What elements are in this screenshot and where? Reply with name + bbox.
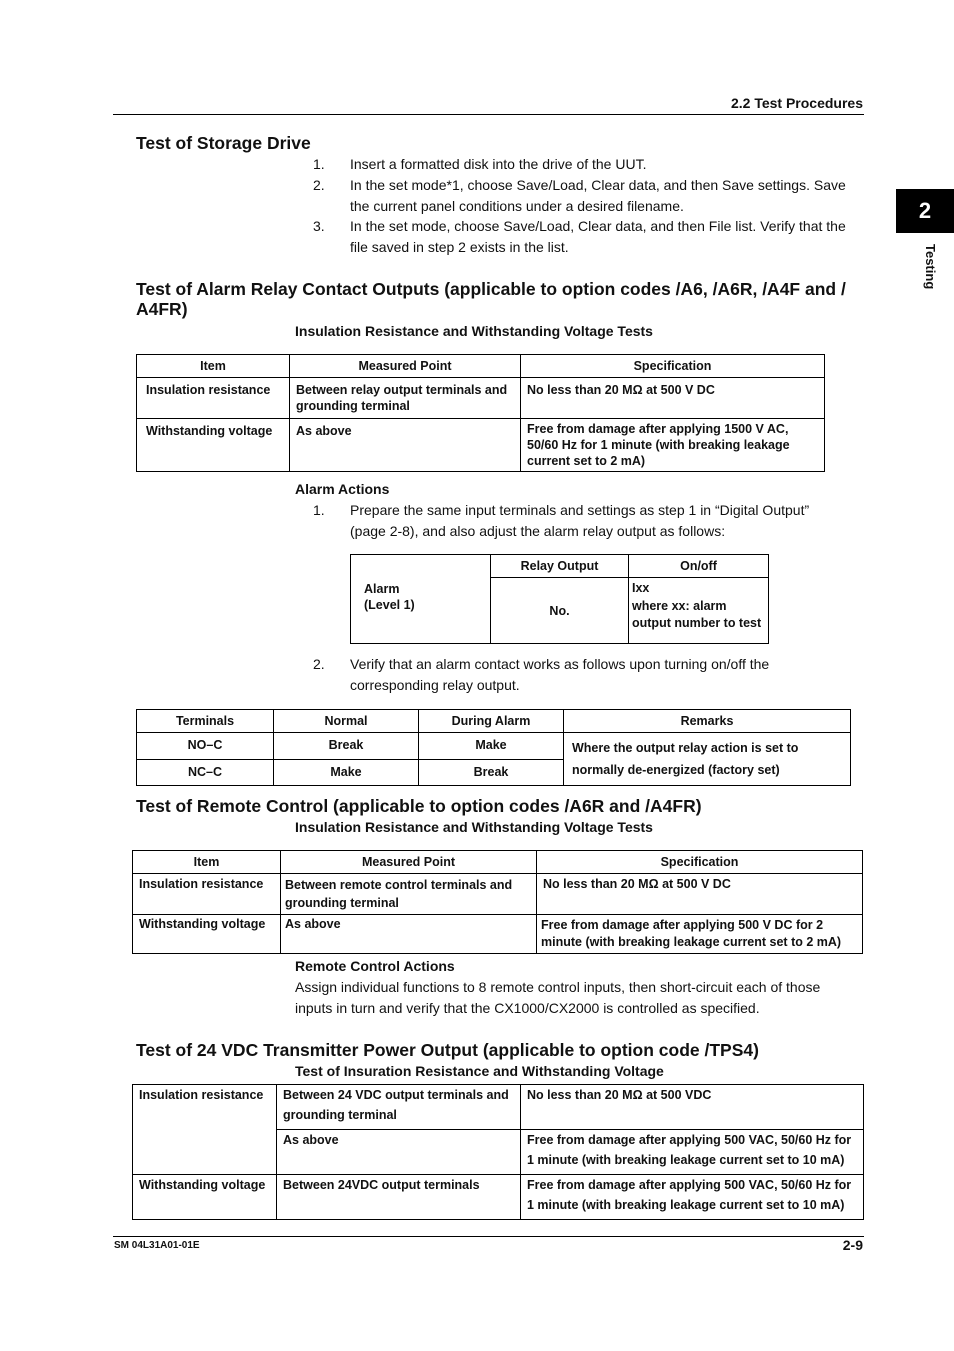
chapter-tab-number: 2 [896, 189, 954, 233]
table-row [133, 874, 863, 915]
table-cell: No less than 20 MΩ at 500 V DC [537, 874, 863, 915]
table-cell: As above [277, 1130, 521, 1175]
table-cell: Make [419, 733, 564, 760]
table-cell: Between 24VDC output terminals [277, 1175, 521, 1220]
table-cell: NO–C [137, 733, 274, 760]
table-cell: Free from damage after applying 500 VAC, 50/60 Hz for 1 minute (with breaking leakage current set to 10 mA) [521, 1130, 864, 1175]
step-text [350, 216, 846, 258]
tps-subtitle: Test of Insuration Resistance and Withstanding Voltage [295, 1063, 664, 1079]
table-row [137, 419, 825, 472]
alarm-title-line: A4FR) [136, 299, 188, 319]
table-header: Item [137, 355, 290, 378]
remote-title: Test of Remote Control (applicable to option codes /A6R and /A4FR) [136, 796, 702, 816]
table-cell: Withstanding voltage [133, 1175, 277, 1220]
table-cell [629, 578, 769, 644]
step-line: Verify that an alarm contact works as follows upon turning on/off the [350, 656, 770, 672]
step-number: 1. [313, 502, 325, 518]
step-number: 2. [313, 177, 325, 193]
alarm-step [313, 500, 833, 542]
footer-rule [113, 1236, 864, 1237]
remarks-line: Where the output relay action is set to [572, 741, 799, 755]
table-row [137, 378, 825, 419]
remarks-line: normally de-energized (factory set) [572, 763, 780, 777]
table-cell: Free from damage after applying 500 VAC, 50/60 Hz for 1 minute (with breaking leakage current set to 10 mA) [521, 1175, 864, 1220]
table-cell: Withstanding voltage [137, 419, 290, 472]
storage-title: Test of Storage Drive [136, 133, 311, 153]
alarm-contact-table [136, 709, 851, 786]
table-cell [133, 1130, 277, 1175]
onoff-line: Ixx [632, 581, 650, 595]
remote-actions-line: Assign individual functions to 8 remote control inputs, then short-circuit each of those [295, 979, 821, 995]
table-header: Item [133, 851, 281, 874]
remote-actions-text [295, 977, 855, 1019]
remote-actions-line: inputs in turn and verify that the CX1000/CX2000 is controlled as specified. [295, 1000, 760, 1016]
table-row [133, 1175, 864, 1220]
table-cell: Between 24 VDC output terminals and grounding terminal [277, 1085, 521, 1130]
table-cell: Insulation resistance [133, 874, 281, 915]
table-cell: Break [274, 733, 419, 760]
page-number: 2-9 [842, 1237, 863, 1253]
header-rule [113, 114, 864, 115]
step-line: (page 2-8), and also adjust the alarm relay output as follows: [350, 523, 726, 539]
step-line: the current panel conditions under a desired filename. [350, 198, 684, 214]
table-cell: Withstanding voltage [133, 915, 281, 954]
table-cell: As above [290, 419, 521, 472]
table-cell: No. [491, 578, 629, 644]
table-cell: As above [281, 915, 537, 954]
alarm-subtitle: Insulation Resistance and Withstanding Voltage Tests [295, 323, 653, 339]
alarm-title-line: Test of Alarm Relay Contact Outputs (applicable to option codes /A6, /A6R, /A4F and / [136, 279, 846, 299]
table-cell [351, 578, 491, 644]
table-row [133, 915, 863, 954]
remote-insulation-table [132, 850, 863, 954]
table-row [133, 1130, 864, 1175]
step-number: 3. [313, 218, 325, 234]
table-cell: Make [274, 759, 419, 786]
table-cell: Break [419, 759, 564, 786]
table-row [133, 1085, 864, 1130]
table-cell: Free from damage after applying 500 V DC for 2 minute (with breaking leakage current set to 2 mA) [537, 915, 863, 954]
row-label-line: Alarm [364, 581, 400, 596]
step-text [350, 654, 769, 696]
storage-step [313, 175, 873, 217]
step-line: In the set mode, choose Save/Load, Clear data, and then File list. Verify that the [350, 218, 846, 234]
section-header: 2.2 Test Procedures [730, 95, 863, 111]
table-cell: No less than 20 MΩ at 500 V DC [521, 378, 825, 419]
table-cell: No less than 20 MΩ at 500 VDC [521, 1085, 864, 1130]
onoff-line: output number to test [632, 616, 762, 630]
table-header: Terminals [137, 710, 274, 733]
table-header: Relay Output [491, 555, 629, 578]
table-cell [351, 555, 491, 578]
step-text [350, 175, 846, 217]
remote-actions-title: Remote Control Actions [295, 958, 455, 974]
alarm-insulation-table [136, 354, 825, 472]
table-header: Measured Point [290, 355, 521, 378]
remote-subtitle: Insulation Resistance and Withstanding Voltage Tests [295, 819, 653, 835]
document-id: SM 04L31A01-01E [114, 1240, 200, 1251]
table-cell: Between remote control terminals and grounding terminal [281, 874, 537, 915]
step-line: file saved in step 2 exists in the list. [350, 239, 569, 255]
table-header: Remarks [564, 710, 851, 733]
step-line: In the set mode*1, choose Save/Load, Clear data, and then Save settings. Save [350, 177, 846, 193]
table-header: Measured Point [281, 851, 537, 874]
table-cell: Between relay output terminals and grounding terminal [290, 378, 521, 419]
alarm-title [136, 279, 876, 319]
table-cell: Insulation resistance [137, 378, 290, 419]
onoff-line: where xx: alarm [632, 598, 727, 613]
step-text: Insert a formatted disk into the drive of the UUT. [350, 156, 647, 172]
chapter-tab-label: Testing [923, 244, 938, 290]
step-number: 2. [313, 656, 325, 672]
storage-step [313, 216, 873, 258]
table-header: Specification [537, 851, 863, 874]
row-label-line: (Level 1) [364, 597, 415, 612]
table-header: On/off [629, 555, 769, 578]
relay-output-table [350, 554, 769, 644]
step-text [350, 500, 809, 542]
table-cell: Free from damage after applying 1500 V AC, 50/60 Hz for 1 minute (with breaking leakage current set to 2 mA) [521, 419, 825, 472]
table-cell: NC–C [137, 759, 274, 786]
alarm-actions-title: Alarm Actions [295, 481, 390, 497]
alarm-step [313, 654, 833, 696]
table-header: Normal [274, 710, 419, 733]
step-number: 1. [313, 156, 325, 172]
table-cell [564, 733, 851, 786]
table-header: Specification [521, 355, 825, 378]
table-cell: Insulation resistance [133, 1085, 277, 1130]
table-header: During Alarm [419, 710, 564, 733]
storage-step [313, 154, 873, 175]
table-row [351, 578, 769, 644]
tps-insulation-table [132, 1084, 864, 1220]
step-line: corresponding relay output. [350, 677, 520, 693]
step-line: Prepare the same input terminals and settings as step 1 in “Digital Output” [350, 502, 810, 518]
table-row [137, 733, 851, 760]
tps-title: Test of 24 VDC Transmitter Power Output (applicable to option code /TPS4) [136, 1040, 759, 1060]
